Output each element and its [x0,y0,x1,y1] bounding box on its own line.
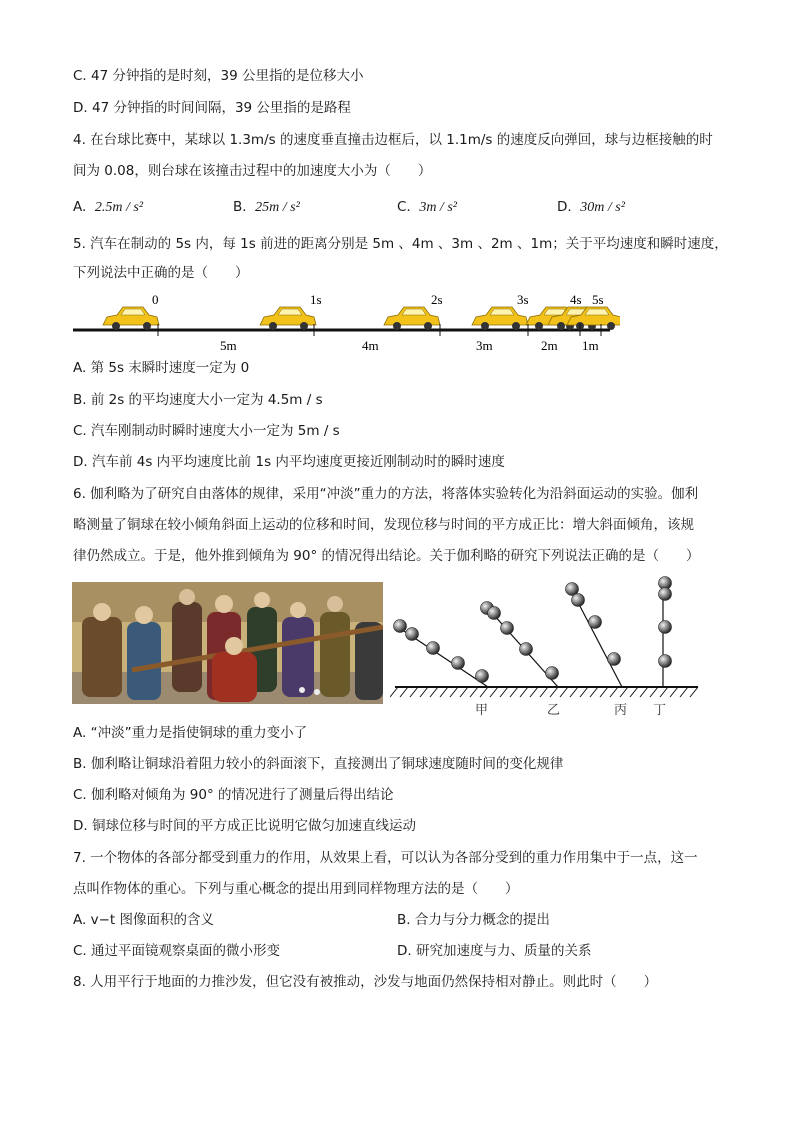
distance-label: 4m [362,338,379,353]
q7-stem-line2: 点叫作物体的重心。下列与重心概念的提出用到同样物理方法的是（ ） [73,881,519,897]
q6-stem-line1: 6. 伽利略为了研究自由落体的规律，采用“冲淡”重力的方法，将落体实验转化为沿斜面运动的实验。伽利 [73,486,699,502]
q5-stem-line2: 下列说法中正确的是（ ） [73,265,249,281]
label-bing: 丙 [614,702,628,717]
galileo-painting [72,582,383,704]
time-label: 0 [152,292,159,307]
q6-option-c: C. 伽利略对倾角为 90° 的情况进行了测量后得出结论 [73,787,394,803]
label-yi: 乙 [547,702,561,717]
car-icon [472,307,528,330]
distance-label: 2m [541,338,558,353]
distance-label: 1m [582,338,599,353]
q6-stem-line3: 律仍然成立。于是，他外推到倾角为 90° 的情况得出结论。关于伽利略的研究下列说法正确的是（ ） [73,548,700,564]
q4-option-c: C. 3m / s² [397,199,457,215]
q4-stem-line1: 4. 在台球比赛中，某球以 1.3m/s 的速度垂直撞击边框后，以 1.1m/s 的速度反向弹回，球与边框接触的时 [73,132,713,148]
q5-option-c: C. 汽车刚制动时瞬时速度大小一定为 5m / s [73,423,340,439]
q6-stem-line2: 略测量了铜球在较小倾角斜面上运动的位移和时间，发现位移与时间的平方成正比：增大斜面倾角，该规 [73,517,694,533]
q7-option-a: A. v−t 图像面积的含义 [73,912,214,928]
time-label: 5s [592,292,604,307]
time-label: 3s [517,292,529,307]
q5-option-d: D. 汽车前 4s 内平均速度比前 1s 内平均速度更接近刚制动时的瞬时速度 [73,454,505,470]
q8-stem-line1: 8. 人用平行于地面的力推沙发，但它没有被推动，沙发与地面仍然保持相对静止。则此时（ ） [73,974,658,990]
label-jia: 甲 [475,702,489,717]
q5-option-b: B. 前 2s 的平均速度大小一定为 4.5m / s [73,392,323,408]
distance-label: 5m [220,338,237,353]
q7-option-c: C. 通过平面镜观察桌面的微小形变 [73,943,281,959]
q6-option-d: D. 铜球位移与时间的平方成正比说明它做匀加速直线运动 [73,818,416,834]
inclined-planes-diagram [390,575,702,720]
q6-option-b: B. 伽利略让铜球沿着阻力较小的斜面滚下，直接测出了铜球速度随时间的变化规律 [73,756,564,772]
braking-car-figure [70,288,620,356]
q4-option-a: A. 2.5m / s² [73,199,144,215]
q3-option-d: D. 47 分钟指的时间间隔，39 公里指的是路程 [73,100,351,116]
car-icon [103,307,159,330]
q5-option-a: A. 第 5s 末瞬时速度一定为 0 [73,360,250,376]
q4-stem-line2: 间为 0.08，则台球在该撞击过程中的加速度大小为（ ） [73,163,432,179]
car-icon [260,307,316,330]
q4-option-d: D. 30m / s² [557,199,625,215]
time-label: 2s [431,292,443,307]
label-ding: 丁 [653,702,667,717]
q6-option-a: A. “冲淡”重力是指使铜球的重力变小了 [73,725,308,741]
time-label: 4s [570,292,582,307]
q7-stem-line1: 7. 一个物体的各部分都受到重力的作用，从效果上看，可以认为各部分受到的重力作用集中于一点，这一 [73,850,698,866]
ball-icons [394,577,672,683]
q3-option-c: C. 47 分钟指的是时刻，39 公里指的是位移大小 [73,68,364,84]
distance-label: 3m [476,338,493,353]
q4-option-b: B. 25m / s² [233,199,300,215]
q5-stem-line1: 5. 汽车在制动的 5s 内，每 1s 前进的距离分别是 5m 、4m 、3m 、2m 、1m；关于平均速度和瞬时速度， [73,236,728,252]
time-label: 1s [310,292,322,307]
q7-option-b: B. 合力与分力概念的提出 [397,912,550,928]
car-icon [384,307,440,330]
q7-option-d: D. 研究加速度与力、质量的关系 [397,943,592,959]
